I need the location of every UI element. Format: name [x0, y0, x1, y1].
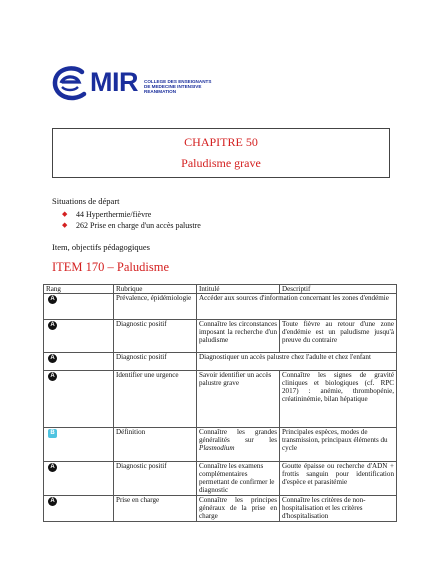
intitule-cell: Connaître les grandes généralités sur les Plasmodium: [197, 428, 280, 462]
item-title: ITEM 170 – Paludisme: [52, 260, 170, 274]
situations-title: Situations de départ: [52, 196, 120, 206]
chapter-title: Paludisme grave: [181, 156, 261, 170]
header-rubrique: Rubrique: [114, 285, 197, 294]
list-item: ◆ 44 Hyperthermie/fièvre: [62, 210, 152, 219]
chapter-box: [52, 128, 390, 178]
list-item: ◆ 262 Prise en charge d'un accès palustre: [62, 221, 201, 230]
rang-a-icon: A: [48, 372, 57, 381]
intitule-cell: Savoir identifier un accès palustre grave: [197, 371, 280, 428]
table-header-row: [44, 285, 397, 294]
intitule-cell: Accéder aux sources d'information concernant les zones d'endémie: [197, 294, 397, 320]
rubrique-cell: Définition: [114, 428, 197, 462]
objectives-title: Item, objectifs pédagogiques: [52, 242, 150, 252]
table-row: [44, 353, 397, 371]
logo-brand-text: MIR: [90, 67, 138, 97]
objectives-table: [43, 284, 397, 522]
descriptif-cell: Toute fièvre au retour d'une zone d'endémie est un paludisme jusqu'à preuve du contraire: [280, 320, 397, 353]
rubrique-cell: Diagnostic positif: [114, 462, 197, 496]
rang-b-icon: B: [48, 429, 57, 438]
rang-cell: [44, 320, 114, 353]
chapter-number: CHAPITRE 50: [184, 135, 258, 149]
header-descriptif: Descriptif: [280, 285, 397, 294]
descriptif-cell: Connaître les critères de non-hospitalisation et les critères d'hospitalisation: [280, 496, 397, 522]
rang-a-icon: A: [48, 497, 57, 506]
rubrique-cell: Prévalence, épidémiologie: [114, 294, 197, 320]
intitule-cell: Connaître les circonstances imposant la recherche d'un paludisme: [197, 320, 280, 353]
cemir-logo: [52, 66, 212, 102]
rang-cell: [44, 496, 114, 522]
rubrique-cell: Identifier une urgence: [114, 371, 197, 428]
rang-cell: [44, 462, 114, 496]
table-row: [44, 294, 397, 320]
header-rang: Rang: [44, 285, 114, 294]
rang-a-icon: A: [48, 295, 57, 304]
rang-cell: [44, 428, 114, 462]
rang-cell: [44, 353, 114, 371]
descriptif-cell: Connaître les signes de gravité cliniques et biologiques (cf. RPC 2017) : anémie, thrombopénie, créatininémie, bilan hépatique: [280, 371, 397, 428]
intitule-cell: Connaître les principes généraux de la prise en charge: [197, 496, 280, 522]
table-row: [44, 496, 397, 522]
table-row: [44, 371, 397, 428]
rang-cell: [44, 294, 114, 320]
cemir-logo-mark: [52, 66, 92, 102]
bullet-icon: ◆: [62, 221, 68, 229]
table-row: [44, 320, 397, 353]
intitule-cell: Connaître les examens complémentaires permettant de confirmer le diagnostic: [197, 462, 280, 496]
rang-a-icon: A: [48, 321, 57, 330]
rang-a-icon: A: [48, 463, 57, 472]
table-row: [44, 462, 397, 496]
rang-a-icon: A: [48, 354, 57, 363]
rubrique-cell: Diagnostic positif: [114, 353, 197, 371]
table-row: [44, 428, 397, 462]
descriptif-cell: Principales espèces, modes de transmission, principaux éléments du cycle: [280, 428, 397, 462]
bullet-icon: ◆: [62, 210, 68, 218]
rubrique-cell: Diagnostic positif: [114, 320, 197, 353]
header-intitule: Intitulé: [197, 285, 280, 294]
descriptif-cell: Goutte épaisse ou recherche d'ADN + frottis sanguin pour identification d'espèce et parasitémie: [280, 462, 397, 496]
rang-cell: [44, 371, 114, 428]
situations-list: [62, 209, 201, 231]
rubrique-cell: Prise en charge: [114, 496, 197, 522]
intitule-cell: Diagnostiquer un accès palustre chez l'adulte et chez l'enfant: [197, 353, 397, 371]
logo-tagline: COLLEGE DES ENSEIGNANTS DE MEDECINE INTENSIVE REANIMATION: [144, 79, 212, 95]
